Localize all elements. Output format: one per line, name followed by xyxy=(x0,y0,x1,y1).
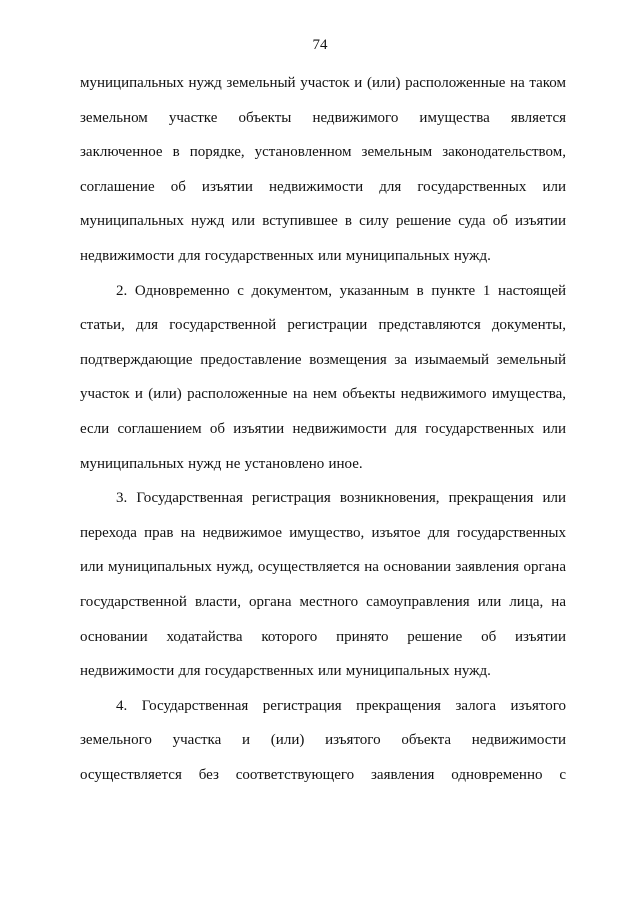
paragraph-item-3: 3. Государственная регистрация возникновения, прекращения или перехода прав на недвижимое имущество, изъятое для государственных или муниципальных нужд, осуществляется на основании заявления органа государственной власти, органа местного самоуправления или лица, на основании ходатайства которого принято решение об изъятии недвижимости для государственных или муниципальных нужд. xyxy=(80,490,566,680)
document-body xyxy=(80,66,566,792)
page-number: 74 xyxy=(312,37,328,53)
paragraph-continuation: муниципальных нужд земельный участок и (или) расположенные на таком земельном участке объекты недвижимого имущества является заключенное в порядке, установленном земельным законодательством, соглашение об изъятии недвижимости для государственных или муниципальных нужд или вступившее в силу решение суда об изъятии недвижимости для государственных или муниципальных нужд. xyxy=(80,75,566,264)
paragraph-item-2: 2. Одновременно с документом, указанным в пункте 1 настоящей статьи, для государственной регистрации представляются документы, подтверждающие предоставление возмещения за изымаемый земельный участок и (или) расположенные на нем объекты недвижимого имущества, если соглашением об изъятии недвижимости для государственных или муниципальных нужд не установлено иное. xyxy=(80,282,566,472)
paragraph-item-4: 4. Государственная регистрация прекращения залога изъятого земельного участка и (или) изъятого объекта недвижимости осуществляется без соответствующего заявления одновременно с xyxy=(80,697,566,783)
